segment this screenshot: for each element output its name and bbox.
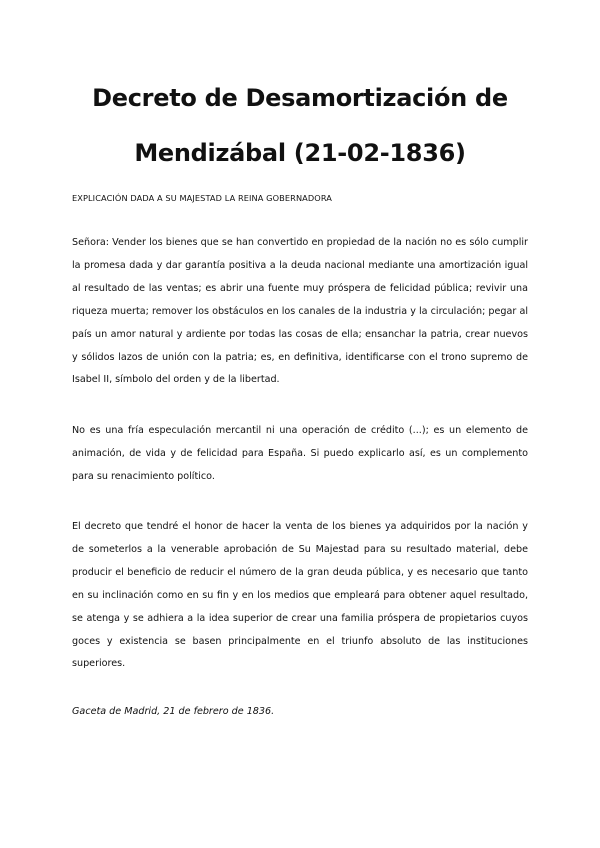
document-title-line-1: Decreto de Desamortización de <box>92 84 508 112</box>
paragraph-1: Señora: Vender los bienes que se han convertido en propiedad de la nación no es sólo cumplir la promesa dada y dar garantía positiva a la deuda nacional mediante una amortización igual al resultado de las ventas; es abrir una fuente muy próspera de felicidad pública; revivir una riqueza muerta; remover los obstáculos en los canales de la industria y la circulación; pegar al país un amor natural y ardiente por todas las cosas de ella; ensanchar la patria, crear nuevos y sólidos lazos de unión con la patria; es, en definitiva, identificarse con el trono supremo de Isabel II, símbolo del orden y de la libertad. <box>72 237 528 386</box>
source-citation: Gaceta de Madrid, 21 de febrero de 1836. <box>72 706 275 717</box>
paragraph-3: El decreto que tendré el honor de hacer la venta de los bienes ya adquiridos por la nación y de someterlos a la venerable aprobación de Su Majestad para su resultado material, debe producir el beneficio de reducir el número de la gran deuda pública, y es necesario que tanto en su inclinación como en su fin y en los medios que empleará para obtener aquel resultado, se atenga y se adhiera a la idea superior de crear una familia próspera de propietarios cuyos goces y existencia se basen principalmente en el triunfo absoluto de las instituciones superiores. <box>72 521 528 670</box>
document-subtitle: EXPLICACIÓN DADA A SU MAJESTAD LA REINA GOBERNADORA <box>72 193 332 203</box>
paragraph-2: No es una fría especulación mercantil ni una operación de crédito (...); es un elemento de animación, de vida y de felicidad para España. Si puedo explicarlo así, es un complemento para su renacimiento político. <box>72 425 528 482</box>
document-title-line-2: Mendizábal (21-02-1836) <box>134 139 466 167</box>
